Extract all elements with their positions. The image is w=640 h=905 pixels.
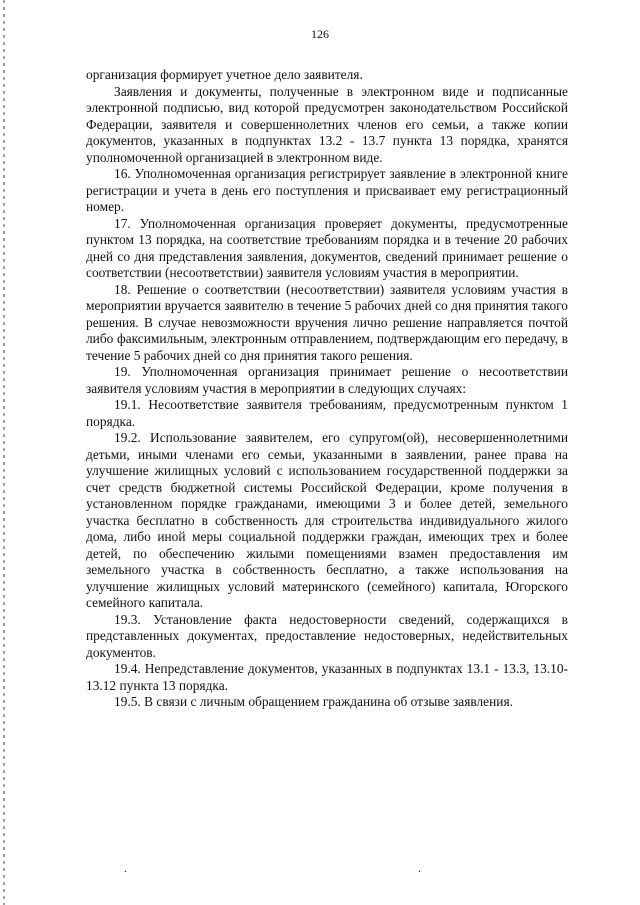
paragraph-19-4: 19.4. Непредставление документов, указанных в подпунктах 13.1 - 13.3, 13.10-13.12 пункта 13 порядка. — [86, 661, 568, 693]
paragraph-19-2: 19.2. Использование заявителем, его супругом(ой), несовершеннолетними детьми, иными членами его семьи, указанными в заявлении, ранее права на улучшение жилищных условий с использованием государственной поддержки за счет средств бюджетной системы Российской Федерации, кроме получения в установленном порядке гражданами, имеющими 3 и более детей, земельного участка бесплатно в собственность для строительства индивидуального жилого дома, либо иной меры социальной поддержки граждан, имеющих трех и более детей, по обеспечению жилыми помещениями взамен предоставления им земельного участка в собственность бесплатно, а также использования на улучшение жилищных условий материнского (семейного) капитала, Югорского семейного капитала. — [86, 430, 568, 610]
paragraph-19-1: 19.1. Несоответствие заявителя требованиям, предусмотренным пунктом 1 порядка. — [86, 397, 568, 429]
document-body — [86, 67, 568, 711]
scan-mark-right: . — [418, 861, 421, 875]
paragraph-17: 17. Уполномоченная организация проверяет документы, предусмотренные пунктом 13 порядка, на соответствие требованиям порядка и в течение 20 рабочих дней со дня представления заявления, документов, сведений принимает решение о соответствии (несоответствии) заявителя условиям участия в мероприятии. — [86, 215, 568, 280]
page-number: 126 — [311, 27, 329, 41]
paragraph-18: 18. Решение о соответствии (несоответствии) заявителя условиям участия в мероприятии вручается заявителю в течение 5 рабочих дней со дня принятия такого решения. В случае невозможности вручения лично решение направляется почтой либо факсимильным, электронным отправлением, подтверждающим его передачу, в течение 5 рабочих дней со дня принятия такого решения. — [86, 281, 568, 363]
paragraph-19-5: 19.5. В связи с личным обращением гражданина об отзыве заявления. — [114, 694, 513, 709]
paragraph-16: 16. Уполномоченная организация регистрирует заявление в электронной книге регистрации и учета в день его поступления и присваивает ему регистрационный номер. — [86, 166, 568, 214]
paragraph-electronic-storage: Заявления и документы, полученные в электронном виде и подписанные электронной подписью, вид которой предусмотрен законодательством Российской Федерации, заявителя и совершеннолетних членов его семьи, а также копии документов, указанных в подпунктах 13.2 - 13.7 пункта 13 порядка, хранятся уполномоченной организацией в электронном виде. — [86, 83, 568, 165]
scan-edge-border — [3, 0, 5, 905]
paragraph-19-3: 19.3. Установление факта недостоверности сведений, содержащихся в представленных документах, предоставление недостоверных, недействительных документов. — [86, 611, 568, 660]
scan-mark-left: . — [124, 861, 127, 875]
paragraph-19: 19. Уполномоченная организация принимает решение о несоответствии заявителя условиям участия в мероприятии в следующих случаях: — [86, 364, 568, 396]
paragraph-continuation: организация формирует учетное дело заявителя. — [86, 67, 363, 82]
